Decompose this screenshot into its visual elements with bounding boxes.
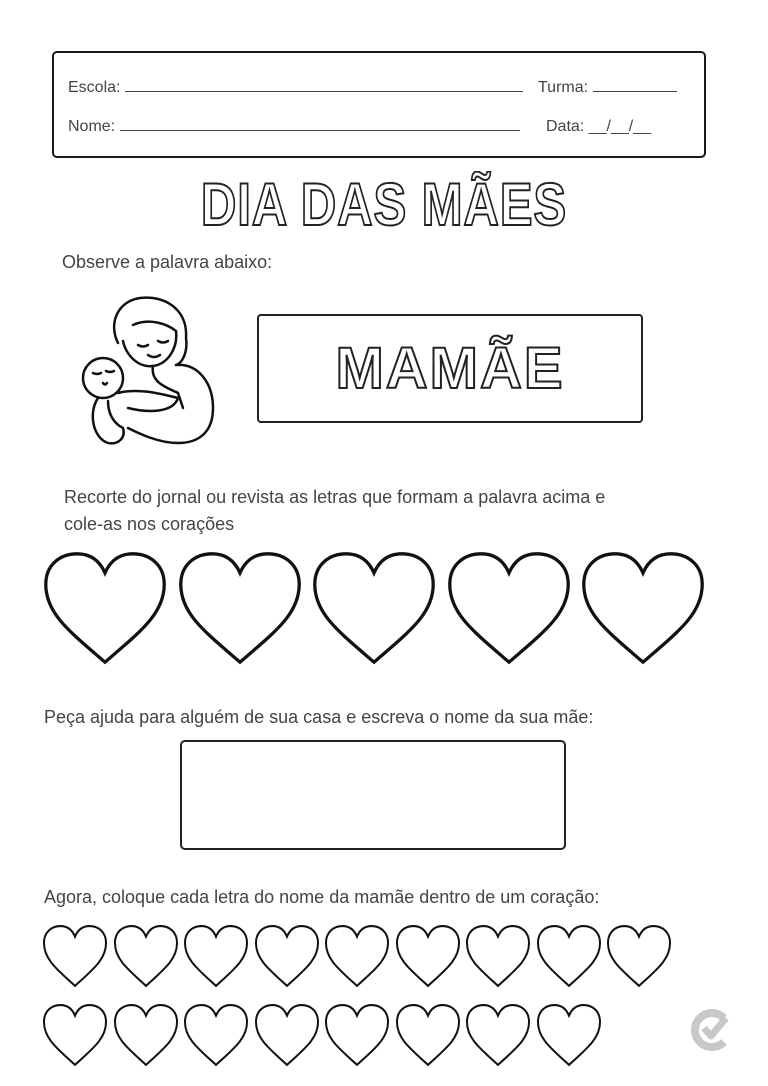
class-answer-line: [593, 90, 677, 92]
heart-outline: [114, 1005, 176, 1065]
heart-box[interactable]: [395, 1003, 461, 1067]
heart-box[interactable]: [113, 1003, 179, 1067]
heart-box[interactable]: [113, 924, 179, 988]
school-label: Escola:: [68, 79, 121, 96]
heart-box[interactable]: [324, 924, 390, 988]
heart-box[interactable]: [606, 924, 672, 988]
heart-box[interactable]: [324, 1003, 390, 1067]
student-info-box: [52, 51, 706, 158]
cut-instruction: [64, 484, 605, 538]
heart-box[interactable]: [42, 924, 108, 988]
name-label: Nome:: [68, 118, 116, 135]
logo-check-icon: [688, 1006, 734, 1052]
name-field[interactable]: [68, 118, 520, 136]
class-field[interactable]: [538, 79, 677, 97]
mother-name-box[interactable]: [180, 740, 566, 850]
observe-instruction: Observe a palavra abaixo:: [62, 252, 273, 272]
heart-outline: [315, 554, 433, 662]
heart-box[interactable]: [536, 924, 602, 988]
heart-box[interactable]: [580, 550, 706, 666]
heart-outline: [44, 926, 106, 986]
heart-outline: [467, 1005, 529, 1065]
heart-box[interactable]: [177, 550, 303, 666]
heart-box[interactable]: [446, 550, 572, 666]
school-field[interactable]: [68, 79, 523, 97]
cut-instruction-line-1: Recorte do jornal ou revista as letras que formam a palavra acima e: [64, 487, 606, 507]
heart-outline: [185, 1005, 247, 1065]
heart-outline: [44, 1005, 106, 1065]
heart-outline: [180, 554, 298, 662]
heart-outline: [537, 1005, 599, 1065]
heart-outline: [449, 554, 567, 662]
heart-box[interactable]: [395, 924, 461, 988]
date-label: Data:: [546, 118, 585, 135]
cut-instruction-line-2: cole-as nos corações: [64, 514, 235, 534]
heart-outline: [396, 1005, 458, 1065]
heart-outline: [185, 926, 247, 986]
heart-outline: [537, 926, 599, 986]
heart-outline: [467, 926, 529, 986]
mother-baby-illustration: [78, 293, 228, 458]
date-field[interactable]: [546, 118, 651, 136]
class-label: Turma:: [538, 79, 589, 96]
heart-box[interactable]: [254, 924, 320, 988]
heart-box[interactable]: [465, 924, 531, 988]
heart-box[interactable]: [183, 1003, 249, 1067]
name-answer-line: [120, 129, 520, 131]
word-box: [257, 314, 643, 423]
heart-outline: [114, 926, 176, 986]
heart-outline: [326, 926, 388, 986]
page-title: DIA DAS MÃES: [200, 171, 568, 238]
heart-box[interactable]: [42, 550, 168, 666]
heart-outline: [396, 926, 458, 986]
date-blank: __/__/__: [588, 118, 651, 135]
heart-box[interactable]: [42, 1003, 108, 1067]
heart-outline: [608, 926, 670, 986]
heart-box[interactable]: [311, 550, 437, 666]
letters-instruction: Agora, coloque cada letra do nome da mamãe dentro de um coração:: [44, 887, 600, 907]
heart-outline: [255, 926, 317, 986]
word-mamae: MAMÃE: [335, 336, 565, 401]
heart-outline: [46, 554, 164, 662]
heart-box[interactable]: [254, 1003, 320, 1067]
heart-box[interactable]: [536, 1003, 602, 1067]
heart-outline: [584, 554, 702, 662]
heart-outline: [255, 1005, 317, 1065]
school-answer-line: [125, 90, 523, 92]
heart-outline: [326, 1005, 388, 1065]
heart-box[interactable]: [465, 1003, 531, 1067]
heart-box[interactable]: [183, 924, 249, 988]
name-instruction: Peça ajuda para alguém de sua casa e escreva o nome da sua mãe:: [44, 707, 594, 727]
